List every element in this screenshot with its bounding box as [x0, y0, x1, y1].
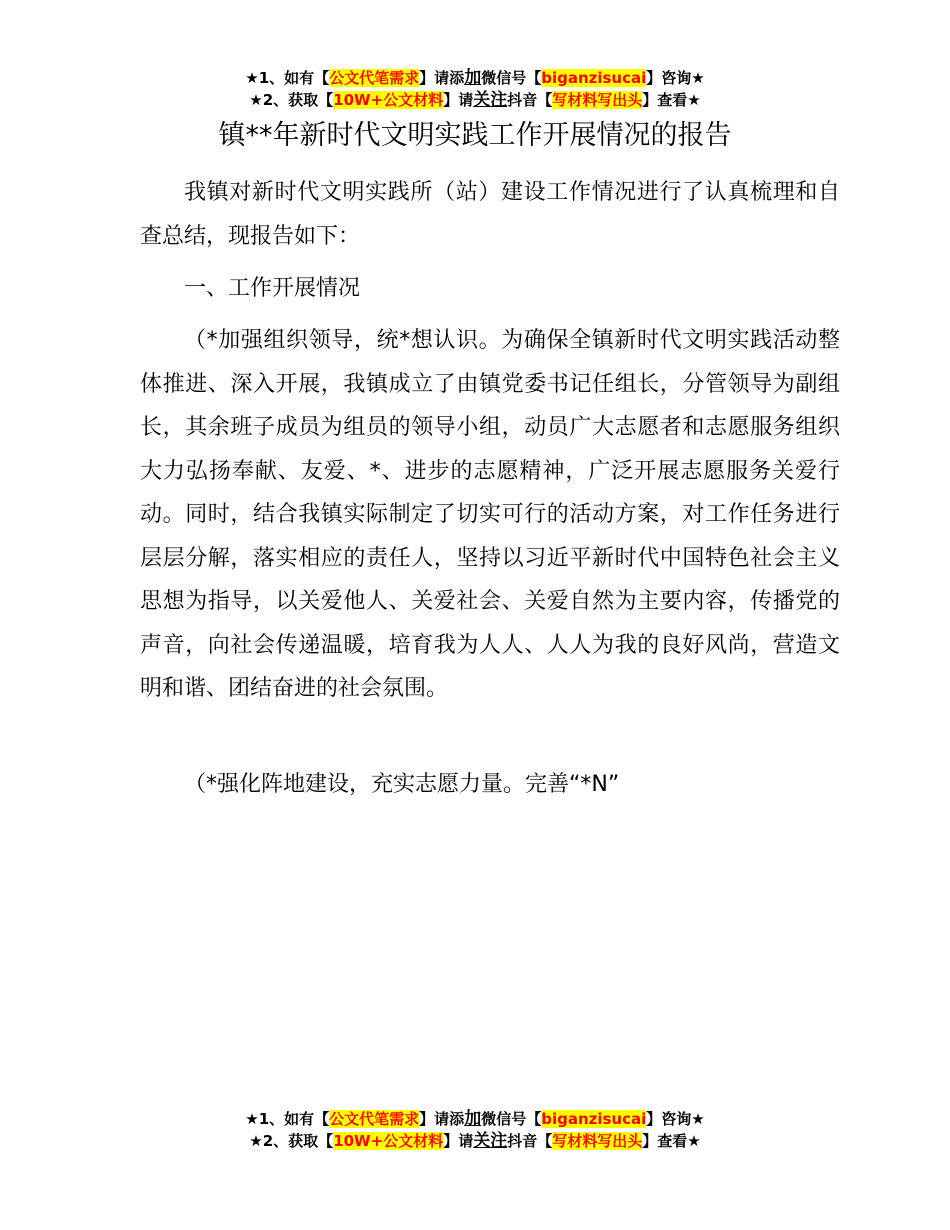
footer-promo-banner: [0, 1108, 950, 1152]
promo-highlight: 10W+公文材料: [333, 1132, 444, 1150]
promo-text: 】咨询★: [646, 1110, 705, 1128]
promo-text: 】查看★: [642, 91, 701, 109]
promo-underlined-text: 关注: [473, 1131, 508, 1151]
promo-underlined-text: 关注: [473, 90, 508, 110]
promo-text: 抖音【: [507, 1132, 553, 1150]
body-paragraph-block-2: [140, 763, 840, 807]
section-heading: 一、工作开展情况: [184, 276, 361, 301]
promo-text: 微信号【: [481, 69, 542, 87]
promo-highlight-wechat-id: biganzisucai: [541, 69, 647, 87]
document-title: 镇**年新时代文明实践工作开展情况的报告: [218, 120, 732, 151]
promo-highlight-douyin-id: 写材料写出头: [552, 91, 643, 109]
promo-text: 】请: [443, 91, 474, 109]
promo-text: 】查看★: [642, 1132, 701, 1150]
promo-underlined-text: 加: [464, 68, 482, 88]
promo-underlined-text: 加: [464, 1109, 482, 1129]
promo-text: ★2、获取【: [249, 1132, 334, 1150]
body-paragraph-1: （*加强组织领导，统*想认识。为确保全镇新时代文明实践活动整体推进、深入开展，我镇成立了由镇党委书记任组长，分管领导为副组长，其余班子成员为组员的领导小组，动员广大志愿者和志愿服务组织大力弘扬奉献、友爱、*、进步的志愿精神，广泛开展志愿服务关爱行动。同时，结合我镇实际制定了切实可行的活动方案，对工作任务进行层层分解，落实相应的责任人，坚持以习近平新时代中国特色社会主义思想为指导，以关爱他人、关爱社会、关爱自然为主要内容，传播党的声音，向社会传递温暖，培育我为人人、人人为我的良好风尚，营造文明和谐、团结奋进的社会氛围。: [140, 328, 840, 701]
promo-text: 】请: [443, 1132, 474, 1150]
promo-line-2: [0, 89, 950, 111]
promo-highlight: 公文代笔需求: [329, 69, 420, 87]
promo-text: 】请添: [419, 69, 465, 87]
promo-text: 抖音【: [507, 91, 553, 109]
promo-line-2: [0, 1130, 950, 1152]
promo-line-1: [0, 67, 950, 89]
header-promo-banner: [0, 67, 950, 111]
promo-text: ★1、如有【: [245, 69, 330, 87]
promo-highlight-wechat-id: biganzisucai: [541, 1110, 647, 1128]
promo-text: ★2、获取【: [249, 91, 334, 109]
promo-text: ★1、如有【: [245, 1110, 330, 1128]
promo-text: 】咨询★: [646, 69, 705, 87]
promo-text: 微信号【: [481, 1110, 542, 1128]
intro-paragraph-block: [140, 171, 840, 258]
body-paragraph-2: （*强化阵地建设，充实志愿力量。完善“*N”: [184, 772, 620, 797]
promo-highlight: 公文代笔需求: [329, 1110, 420, 1128]
section-heading-block: [140, 267, 840, 311]
promo-highlight-douyin-id: 写材料写出头: [552, 1132, 643, 1150]
promo-line-1: [0, 1108, 950, 1130]
body-paragraph-block-1: [140, 319, 840, 711]
intro-paragraph: 我镇对新时代文明实践所（站）建设工作情况进行了认真梳理和自查总结，现报告如下：: [140, 180, 840, 249]
promo-highlight: 10W+公文材料: [333, 91, 444, 109]
promo-text: 】请添: [419, 1110, 465, 1128]
